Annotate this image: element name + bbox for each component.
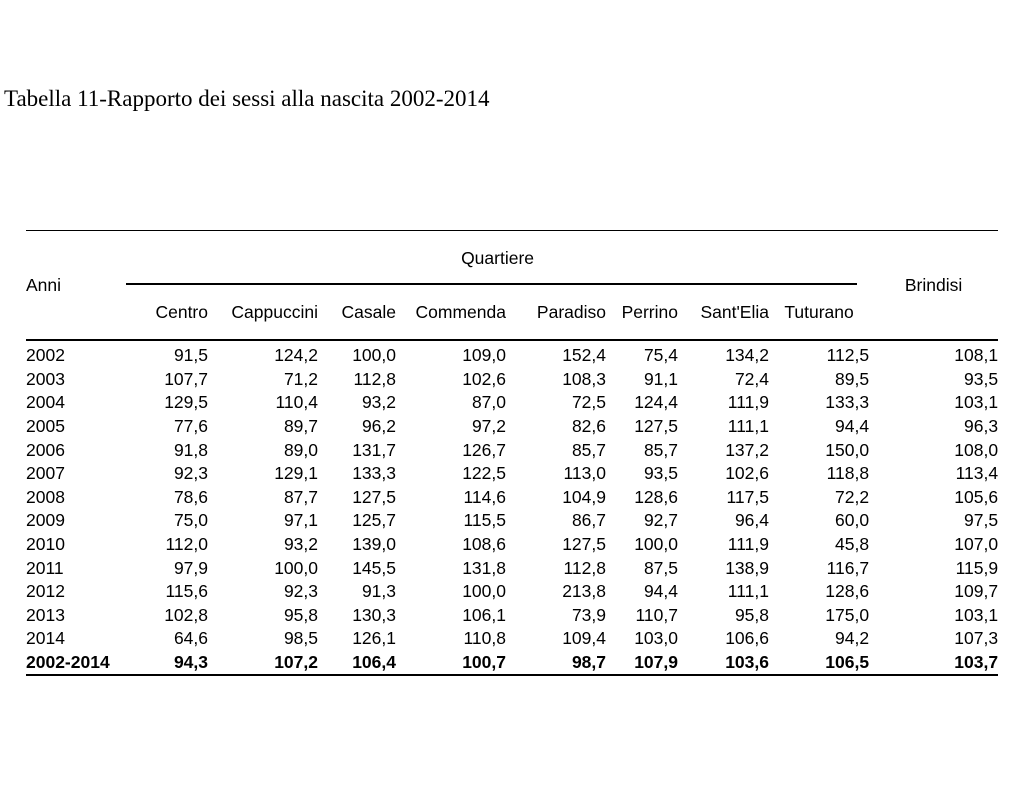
cell-tuturano: 60,0 [835,510,870,531]
cell-perrino: 100,0 [634,534,678,555]
cell-tuturano: 150,0 [825,439,870,460]
cell-cappuccini: 97,1 [283,510,318,531]
table-caption: Tabella 11-Rapporto dei sessi alla nascita 2002-2014 [4,86,490,111]
cell-santelia: 103,6 [678,651,769,676]
cell-centro: 129,5 [164,392,208,413]
cell-paradiso: 152,4 [562,345,606,366]
cell-tuturano: 94,2 [835,628,870,649]
cell-cappuccini: 129,1 [274,463,318,484]
cell-year: 2010 [26,534,65,555]
cell-perrino: 93,5 [643,463,678,484]
table-row [26,486,998,510]
cell-cappuccini: 98,5 [283,628,318,649]
header-quartiere [126,231,869,286]
header-tuturano: Tuturano [769,285,869,340]
cell-year: 2002-2014 [26,651,126,676]
table-row [26,509,998,533]
cell-centro: 75,0 [173,510,208,531]
cell-perrino: 75,4 [643,345,678,366]
cell-casale: 93,2 [361,392,396,413]
cell-tuturano: 133,3 [825,392,870,413]
cell-santelia: 95,8 [734,604,769,625]
cell-commenda: 115,5 [463,510,506,531]
cell-centro: 91,8 [173,439,208,460]
cell-centro: 77,6 [173,416,208,437]
cell-commenda: 87,0 [471,392,506,413]
cell-year: 2011 [26,557,64,578]
header-commenda: Commenda [396,285,506,340]
cell-centro: 94,3 [126,651,208,676]
cell-perrino: 94,4 [643,581,678,602]
cell-santelia: 72,4 [734,368,769,389]
cell-paradiso: 127,5 [562,534,606,555]
cell-santelia: 111,9 [727,534,769,555]
cell-tuturano: 89,5 [835,368,870,389]
cell-casale: 125,7 [352,510,396,531]
cell-casale: 100,0 [352,345,396,366]
cell-tuturano: 128,6 [825,581,870,602]
cell-cappuccini: 92,3 [283,581,318,602]
cell-cappuccini: 100,0 [274,557,318,578]
cell-brindisi: 107,3 [954,628,999,649]
cell-commenda: 100,7 [396,651,506,676]
cell-paradiso: 109,4 [562,628,606,649]
table-row [26,533,998,557]
quartiere-divider [126,283,857,285]
cell-centro: 112,0 [165,534,208,555]
cell-year: 2009 [26,510,65,531]
cell-centro: 97,9 [173,557,208,578]
cell-brindisi: 103,1 [954,604,999,625]
table-row [26,556,998,580]
cell-santelia: 102,6 [725,463,769,484]
cell-santelia: 106,6 [725,628,769,649]
cell-santelia: 96,4 [734,510,769,531]
cell-centro: 64,6 [173,628,208,649]
cell-cappuccini: 95,8 [283,604,318,625]
cell-brindisi: 113,4 [955,463,999,484]
cell-perrino: 128,6 [634,486,678,507]
cell-commenda: 122,5 [462,463,506,484]
cell-centro: 78,6 [173,486,208,507]
cell-commenda: 110,8 [463,628,506,649]
cell-cappuccini: 110,4 [275,392,318,413]
cell-year: 2006 [26,439,65,460]
cell-year: 2004 [26,392,65,413]
header-perrino: Perrino [606,285,678,340]
cell-centro: 91,5 [173,345,208,366]
cell-brindisi: 108,1 [954,345,999,366]
cell-paradiso: 73,9 [571,604,606,625]
cell-casale: 96,2 [361,416,396,437]
cell-brindisi: 109,7 [954,581,999,602]
cell-paradiso: 104,9 [562,486,606,507]
cell-casale: 133,3 [352,463,396,484]
table-row [26,627,998,651]
table-row [26,580,998,604]
cell-casale: 106,4 [318,651,396,676]
cell-year: 2002 [26,345,65,366]
data-table-container [26,230,998,676]
cell-perrino: 110,7 [635,604,678,625]
cell-santelia: 137,2 [725,439,769,460]
cell-casale: 145,5 [352,557,396,578]
header-quartiere-label: Quartiere [461,247,535,268]
cell-tuturano: 106,5 [769,651,869,676]
cell-cappuccini: 89,7 [283,416,318,437]
cell-cappuccini: 107,2 [208,651,318,676]
cell-year: 2012 [26,581,65,602]
cell-tuturano: 94,4 [835,416,870,437]
cell-santelia: 111,1 [727,581,769,602]
cell-perrino: 103,0 [634,628,678,649]
cell-cappuccini: 93,2 [283,534,318,555]
sex-ratio-table [26,230,998,676]
table-row [26,368,998,392]
cell-brindisi: 97,5 [964,510,999,531]
cell-centro: 115,6 [165,581,208,602]
cell-year: 2014 [26,628,65,649]
cell-perrino: 124,4 [634,392,678,413]
table-row [26,415,998,439]
cell-tuturano: 118,8 [826,463,870,484]
header-cappuccini: Cappuccini [208,285,318,340]
header-paradiso: Paradiso [506,285,606,340]
cell-year: 2013 [26,604,65,625]
cell-paradiso: 98,7 [506,651,606,676]
cell-santelia: 134,2 [725,345,769,366]
cell-tuturano: 112,5 [826,345,870,366]
cell-paradiso: 108,3 [562,368,606,389]
cell-casale: 131,7 [352,439,396,460]
cell-brindisi: 103,1 [954,392,999,413]
cell-commenda: 108,6 [462,534,506,555]
cell-paradiso: 82,6 [571,416,606,437]
cell-tuturano: 175,0 [825,604,870,625]
cell-paradiso: 113,0 [563,463,606,484]
cell-casale: 127,5 [352,486,396,507]
table-header [26,231,998,341]
cell-santelia: 111,1 [727,416,769,437]
cell-commenda: 114,6 [463,486,506,507]
table-row [26,604,998,628]
cell-paradiso: 72,5 [571,392,606,413]
cell-year: 2007 [26,463,65,484]
cell-year: 2005 [26,416,65,437]
cell-casale: 91,3 [361,581,396,602]
cell-brindisi: 115,9 [955,557,999,578]
cell-santelia: 138,9 [725,557,769,578]
cell-santelia: 117,5 [726,486,769,507]
cell-brindisi: 105,6 [954,486,999,507]
cell-brindisi: 108,0 [954,439,999,460]
table-row [26,340,998,368]
cell-tuturano: 45,8 [835,534,870,555]
cell-cappuccini: 89,0 [283,439,318,460]
cell-centro: 102,8 [164,604,208,625]
cell-perrino: 91,1 [643,368,678,389]
cell-casale: 112,8 [353,368,396,389]
cell-perrino: 92,7 [643,510,678,531]
cell-paradiso: 86,7 [571,510,606,531]
cell-commenda: 100,0 [462,581,506,602]
cell-casale: 130,3 [352,604,396,625]
cell-santelia: 111,9 [727,392,769,413]
cell-centro: 92,3 [173,463,208,484]
table-body [26,340,998,675]
cell-cappuccini: 124,2 [274,345,318,366]
cell-brindisi: 96,3 [964,416,999,437]
header-santelia: Sant'Elia [678,285,769,340]
cell-brindisi: 107,0 [954,534,999,555]
header-anni: Anni [26,231,126,341]
cell-perrino: 127,5 [634,416,678,437]
table-row [26,438,998,462]
cell-brindisi: 103,7 [869,651,998,676]
header-centro: Centro [126,285,208,340]
cell-paradiso: 85,7 [571,439,606,460]
cell-centro: 107,7 [164,368,208,389]
cell-tuturano: 72,2 [835,486,870,507]
cell-commenda: 97,2 [471,416,506,437]
cell-commenda: 131,8 [462,557,506,578]
cell-commenda: 106,1 [462,604,506,625]
table-row [26,391,998,415]
cell-commenda: 109,0 [462,345,506,366]
cell-cappuccini: 71,2 [283,368,318,389]
table-row [26,462,998,486]
cell-casale: 139,0 [352,534,396,555]
cell-perrino: 85,7 [643,439,678,460]
cell-tuturano: 116,7 [826,557,870,578]
cell-paradiso: 112,8 [563,557,606,578]
cell-brindisi: 93,5 [964,368,999,389]
cell-perrino: 107,9 [606,651,678,676]
cell-year: 2003 [26,368,65,389]
header-brindisi: Brindisi [869,231,998,341]
cell-casale: 126,1 [352,628,396,649]
cell-paradiso: 213,8 [562,581,606,602]
cell-perrino: 87,5 [643,557,678,578]
header-casale: Casale [318,285,396,340]
cell-year: 2008 [26,486,65,507]
table-row-total [26,651,998,676]
cell-commenda: 126,7 [462,439,506,460]
cell-cappuccini: 87,7 [283,486,318,507]
cell-commenda: 102,6 [462,368,506,389]
